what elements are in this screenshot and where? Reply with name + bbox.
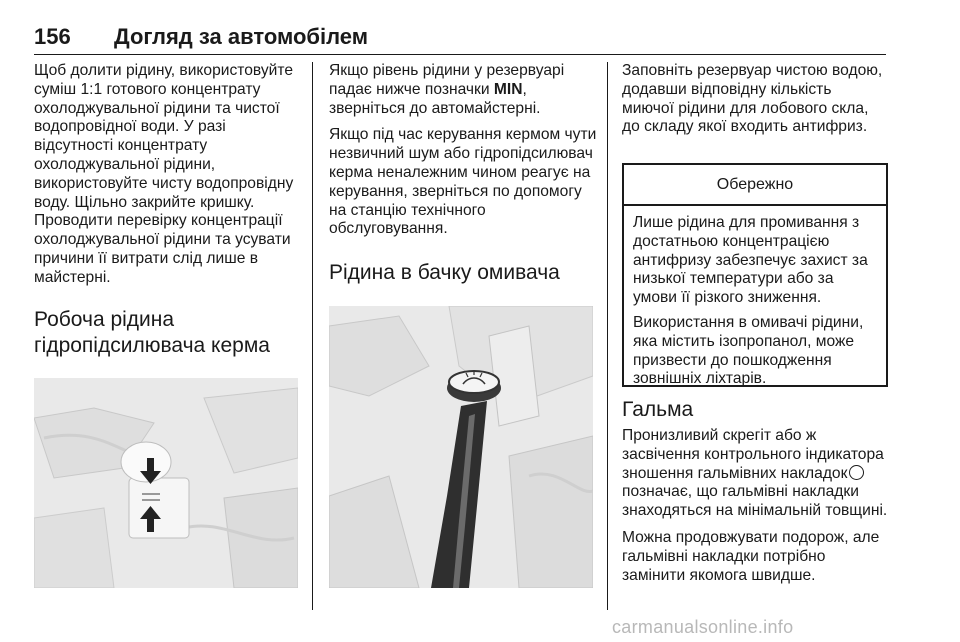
caution-isopropanol-paragraph: Використання в омивачі рідини, яка містить ізопропанол, може призвести до пошкодження зовнішніх ліхтарів. (633, 313, 864, 388)
washer-fill-paragraph: Заповніть резервуар чистою водою, додавши відповідну кількість миючої рідини для лобового скла, до складу якої входить антифриз. (622, 62, 883, 136)
section-heading-power-steering (34, 307, 302, 359)
min-text-before: Якщо рівень рідини у резервуарі падає нижче позначки (329, 62, 565, 98)
min-text-after: , зверніться до автомайстерні. (329, 80, 541, 117)
watermark: carmanualsonline.info (612, 617, 794, 637)
washer-fluid-reservoir-illustration (329, 306, 593, 588)
caution-body (624, 206, 886, 389)
min-mark: MIN (493, 80, 523, 98)
section-heading-brakes: Гальма (622, 398, 694, 421)
caution-box (622, 163, 888, 387)
column-divider-2 (607, 62, 608, 610)
caution-title: Обережно (624, 165, 886, 206)
column-divider-1 (312, 62, 313, 610)
min-level-paragraph (329, 62, 597, 118)
page-number: 156 (34, 24, 71, 49)
section-heading-washer-fluid: Рідина в бачку омивача (329, 261, 560, 285)
power-steering-reservoir-illustration (34, 378, 298, 588)
page-header (34, 24, 886, 55)
heading-line-2: гідропідсилювача керма (34, 333, 270, 357)
brakes-section (622, 397, 888, 593)
brake-replace-paragraph: Можна продовжувати подорож, але гальмівні накладки потрібно замінити якомога швидше. (622, 528, 880, 584)
coolant-paragraph: Щоб долити рідину, використовуйте суміш 1:1 готового концентрату охолоджувальної рідини та чистої водопровідної води. У разі відсутності концентрату охолоджувальної рідини, використовуйте чисту водопровідну воду. Щільно закрийте кришку. Проводити перевірку концентрації охолоджувальної рідини та усувати причини її витрати слід лише в майстерні. (34, 62, 294, 286)
brake-wear-paragraph (622, 427, 888, 521)
steering-noise-paragraph: Якщо під час керування кермом чути незвичний шум або гідропідсилювач керма неналежним чином реагує на керування, зверніться по допомогу на станцію технічного обслуговування. (329, 126, 597, 238)
column-1 (34, 62, 302, 359)
column-3 (622, 62, 886, 145)
brake-text-before: Пронизливий скрегіт або ж засвічення контрольного індикатора зношення гальмівних накладок (622, 427, 884, 482)
caution-antifreeze-paragraph: Лише рідина для промивання з достатньою концентрацією антифризу забезпечує захист за низької температури або за умови її різкого зниження. (633, 214, 868, 307)
heading-line-1: Робоча рідина (34, 307, 175, 331)
column-2 (329, 62, 597, 286)
page-title: Догляд за автомобілем (114, 24, 369, 49)
brake-pad-wear-indicator-icon (849, 465, 864, 480)
brake-text-after: позначає, що гальмівні накладки знаходяться на мінімальній товщині. (622, 483, 888, 520)
